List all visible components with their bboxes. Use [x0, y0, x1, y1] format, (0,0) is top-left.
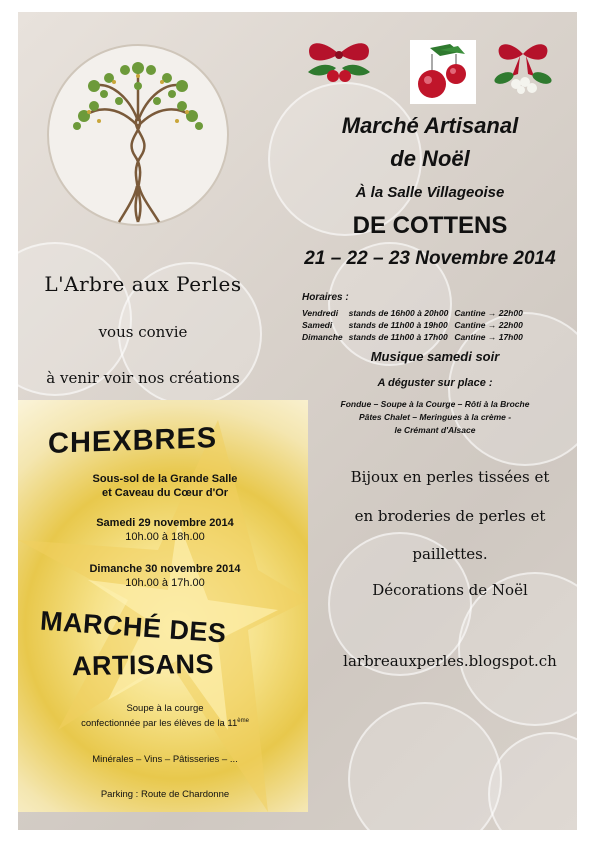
musique-heading: Musique samedi soir	[370, 349, 500, 364]
horaires-label: Horaires :	[302, 292, 349, 303]
day-hours: 10h.00 à 18h.00	[125, 531, 205, 543]
holly-bow-ornament	[300, 32, 378, 94]
location-line: Sous-sol de la Grande Salle	[92, 473, 238, 485]
horaires-row	[302, 319, 529, 331]
horaires-day: Vendredi	[302, 308, 339, 318]
products-line: en broderies de perles et	[354, 507, 546, 525]
location-line: et Caveau du Cœur d'Or	[101, 487, 229, 499]
horaires-day: Dimanche	[302, 332, 343, 342]
parking-note: Parking : Route de Chardonne	[100, 789, 230, 800]
chexbres-day2	[40, 562, 290, 590]
day-hours: 10h.00 à 17h.00	[125, 577, 205, 589]
event-town: DE COTTENS	[352, 212, 508, 239]
chexbres-title: CHEXBRES	[48, 422, 218, 460]
soupe-note	[40, 703, 290, 730]
website-link[interactable]: larbreauxperles.blogspot.ch	[343, 652, 557, 670]
event-title-line1: Marché Artisanal	[341, 113, 519, 138]
menu-line: Pâtes Chalet – Meringues à la crème -	[358, 412, 512, 422]
soupe-line	[40, 715, 290, 730]
minerales-note: Minérales – Vins – Pâtisseries – ...	[92, 754, 238, 765]
products-line: Décorations de Noël	[372, 581, 528, 599]
horaires-day: Samedi	[302, 320, 333, 330]
artisans-banner: ARTISANS	[71, 648, 215, 682]
horaires-row	[302, 307, 529, 319]
food-menu	[290, 398, 580, 437]
soupe-text: confectionnée par les élèves de la 11	[81, 718, 238, 730]
event-dates: 21 – 22 – 23 Novembre 2014	[304, 248, 556, 269]
products-line: Bijoux en perles tissées et	[350, 468, 550, 486]
decorative-plate	[488, 732, 577, 830]
soupe-line: Soupe à la courge	[126, 703, 204, 714]
horaires-table	[302, 307, 529, 343]
deguster-heading: A déguster sur place :	[377, 377, 493, 389]
decorative-plate	[348, 702, 502, 830]
day-label: Dimanche 30 novembre 2014	[89, 563, 241, 575]
chexbres-location	[40, 472, 290, 500]
horaires-stands: stands de 11h00 à 17h00	[348, 332, 448, 342]
day-label: Samedi 29 novembre 2014	[96, 517, 234, 529]
tree-of-beads-image	[47, 44, 229, 226]
soupe-sup: ème	[237, 718, 249, 724]
horaires-stands: stands de 16h00 à 20h00	[348, 308, 449, 318]
invite-line: à venir voir nos créations	[46, 369, 240, 387]
horaires-row	[302, 331, 529, 343]
menu-line: Fondue – Soupe à la Courge – Rôti à la Broche	[340, 399, 530, 409]
brand-name: L'Arbre aux Perles	[44, 272, 242, 296]
chexbres-day1	[40, 516, 290, 544]
horaires-block	[302, 292, 529, 343]
invite-line: vous convie	[98, 323, 188, 341]
products-line: paillettes.	[412, 545, 488, 563]
horaires-cantine: Cantine → 17h00	[454, 332, 523, 342]
horaires-cantine: Cantine → 22h00	[454, 308, 523, 318]
christmas-balls-ornament	[410, 40, 476, 104]
event-title-line2: de Noël	[390, 146, 470, 171]
menu-line: le Crémant d'Alsace	[394, 425, 476, 435]
event-venue: À la Salle Villageoise	[355, 184, 505, 201]
mistletoe-bow-ornament	[490, 36, 556, 100]
horaires-stands: stands de 11h00 à 19h00	[348, 320, 448, 330]
horaires-cantine: Cantine → 22h00	[454, 320, 523, 330]
marche-banner: MARCHÉ DES	[39, 605, 228, 649]
